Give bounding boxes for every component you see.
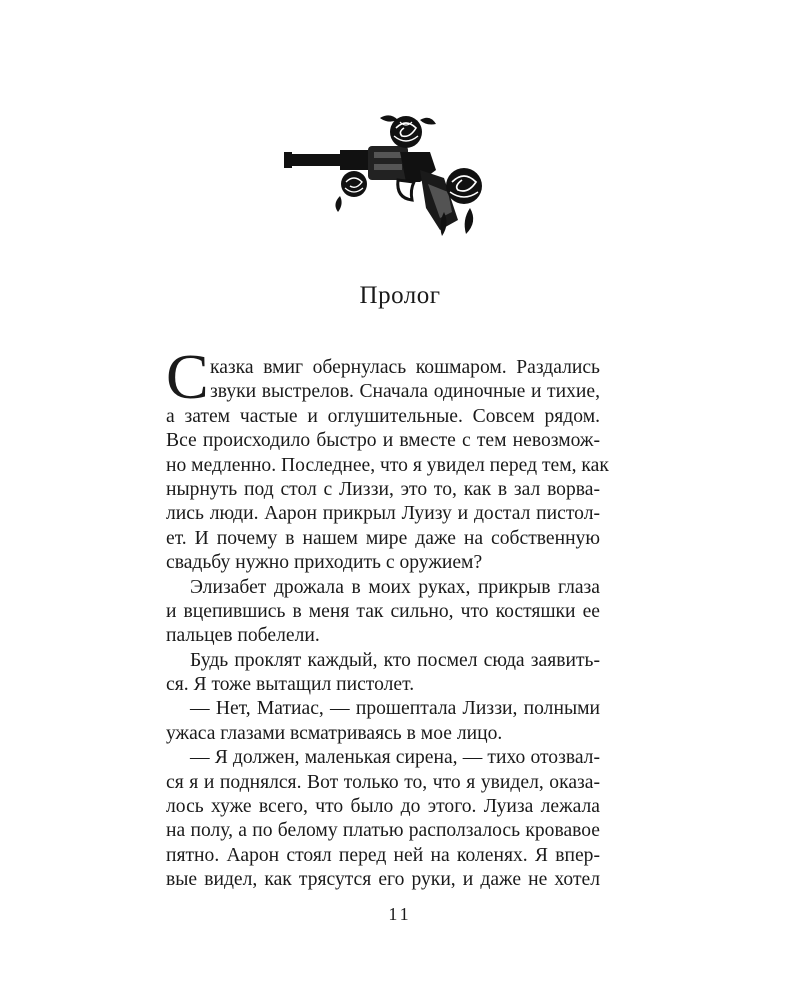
drop-cap: С (166, 341, 209, 412)
text-line: ся я и поднялся. Вот только то, что я увидел, оказа- (166, 771, 600, 793)
text-line: вые видел, как трясутся его руки, и даже не хотел (166, 869, 600, 891)
text-line: на полу, а по белому платью расползалось кровавое (166, 820, 600, 842)
text-line: лось хуже всего, что было до этого. Луиза лежала (166, 796, 600, 818)
text-line: а затем частые и оглушительные. Совсем рядом. (166, 405, 600, 427)
text-line: — Я должен, маленькая сирена, — тихо отозвал- (190, 747, 600, 769)
body-text (166, 356, 609, 893)
revolver-with-roses-icon (280, 112, 486, 240)
text-line: ет. И почему в нашем мире даже на собственную (166, 527, 600, 549)
text-line: пятно. Аарон стоял перед ней на коленях. Я впер- (166, 844, 600, 866)
text-line: Элизабет дрожала в моих руках, прикрыв глаза (190, 576, 600, 598)
text-line: нырнуть под стол с Лиззи, это то, как в зал ворва- (166, 478, 600, 500)
text-line: лись люди. Аарон прикрыл Луизу и достал пистол- (166, 503, 600, 525)
page-number: 11 (388, 904, 412, 924)
text-line: звуки выстрелов. Сначала одиночные и тихие, (210, 381, 600, 403)
text-line: — Нет, Матиас, — прошептала Лиззи, полными (190, 698, 600, 720)
text-line: казка вмиг обернулась кошмаром. Раздались (210, 357, 600, 378)
text-line: но медленно. Последнее, что я увидел перед тем, как (166, 454, 609, 476)
text-line: Все происходило быстро и вместе с тем невозмож- (166, 430, 600, 452)
text-line: Будь проклят каждый, кто посмел сюда заявить- (190, 649, 600, 671)
text-line: пальцев побелели. (166, 625, 320, 647)
text-line: и вцепившись в меня так сильно, что костяшки ее (166, 600, 600, 622)
text-line: ся. Я тоже вытащил пистолет. (166, 674, 415, 696)
chapter-title: Пролог (359, 282, 441, 309)
text-line: свадьбу нужно приходить с оружием? (166, 552, 483, 574)
text-line: ужаса глазами всматриваясь в мое лицо. (166, 722, 503, 744)
